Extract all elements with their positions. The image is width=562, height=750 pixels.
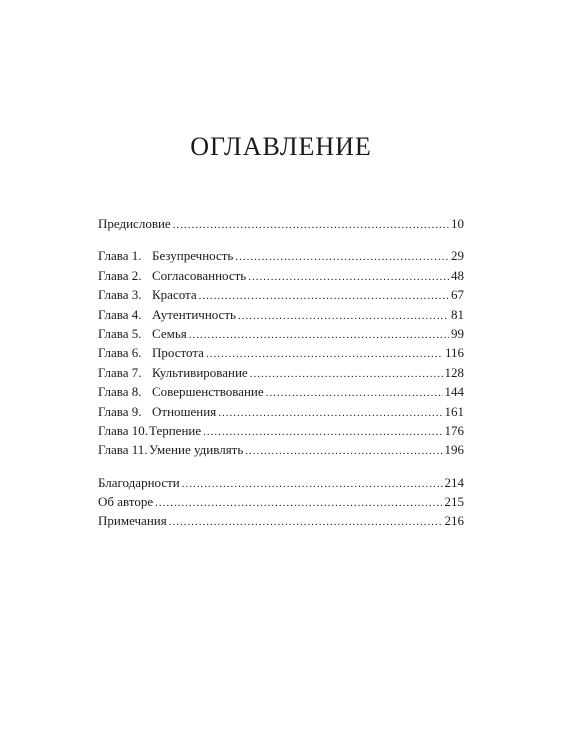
dot-leader bbox=[250, 365, 443, 384]
toc-entry-chapter-1 bbox=[98, 246, 464, 265]
toc-entry-chapter-7 bbox=[98, 363, 464, 382]
toc-entry-page: 215 bbox=[444, 494, 464, 510]
toc-entry-preface bbox=[98, 214, 464, 233]
toc-entry-chapter-10 bbox=[98, 421, 464, 440]
dot-leader bbox=[173, 216, 449, 235]
toc-entry-page: 10 bbox=[451, 216, 464, 231]
toc-entry-chapter-9 bbox=[98, 402, 464, 421]
toc-entry-label: Предисловие bbox=[98, 216, 171, 231]
toc-entry-label: Простота bbox=[152, 345, 204, 361]
toc-entry-label: Аутентичность bbox=[152, 306, 236, 322]
toc-entry-chapter-11 bbox=[98, 440, 464, 459]
dot-leader bbox=[235, 248, 449, 267]
dot-leader bbox=[189, 326, 449, 345]
toc-entry-page: 48 bbox=[451, 267, 464, 283]
toc-entry-page: 196 bbox=[444, 442, 464, 458]
toc-entry-page: 99 bbox=[451, 325, 464, 341]
toc-entry-label: Красота bbox=[152, 287, 197, 303]
toc-entry-notes bbox=[98, 511, 464, 530]
toc-entry-chapter-3 bbox=[98, 285, 464, 304]
toc-entry-label: Культивирование bbox=[152, 364, 248, 380]
toc-entry-label: Согласованность bbox=[152, 267, 247, 283]
toc-entry-page: 67 bbox=[451, 287, 464, 303]
toc-entry-about-author bbox=[98, 492, 464, 511]
toc-entry-chapter-4 bbox=[98, 305, 464, 324]
toc-entry-label: Об авторе bbox=[98, 494, 154, 510]
chapter-prefix: Глава 9. bbox=[98, 403, 142, 419]
chapter-prefix: Глава 1. bbox=[98, 248, 142, 264]
toc-entry-page: 29 bbox=[451, 248, 464, 264]
chapter-prefix: Глава 11. bbox=[98, 442, 148, 458]
dot-leader bbox=[169, 513, 443, 532]
dot-leader bbox=[218, 404, 442, 423]
chapter-prefix: Глава 6. bbox=[98, 345, 142, 361]
dot-leader bbox=[155, 494, 442, 513]
toc-entry-label: Терпение bbox=[149, 422, 202, 438]
toc-entry-page: 81 bbox=[451, 306, 464, 322]
chapter-prefix: Глава 4. bbox=[98, 306, 142, 322]
toc-entry-acknowledgements bbox=[98, 473, 464, 492]
toc-entry-page: 161 bbox=[444, 403, 464, 419]
toc-entry-page: 176 bbox=[444, 422, 464, 438]
dot-leader bbox=[199, 287, 449, 306]
toc-entry-label: Отношения bbox=[152, 403, 217, 419]
chapter-prefix: Глава 8. bbox=[98, 384, 142, 400]
toc-entry-label: Умение удивлять bbox=[149, 442, 244, 458]
toc-entry-page: 144 bbox=[444, 384, 464, 400]
toc-entry-chapter-2 bbox=[98, 266, 464, 285]
dot-leader bbox=[248, 268, 449, 287]
toc-entry-label: Безупречность bbox=[152, 248, 234, 264]
table-of-contents bbox=[98, 214, 464, 531]
toc-entry-chapter-6 bbox=[98, 343, 464, 362]
toc-entry-label: Семья bbox=[152, 325, 187, 341]
toc-entry-page: 214 bbox=[444, 474, 464, 490]
page-title: ОГЛАВЛЕНИЕ bbox=[190, 132, 372, 161]
toc-entry-label: Примечания bbox=[98, 513, 167, 529]
dot-leader bbox=[245, 442, 442, 461]
chapter-prefix: Глава 2. bbox=[98, 267, 142, 283]
toc-entry-page: 216 bbox=[444, 513, 464, 529]
toc-entry-page: 116 bbox=[444, 345, 464, 361]
chapter-prefix: Глава 7. bbox=[98, 364, 142, 380]
toc-entry-page: 128 bbox=[444, 364, 464, 380]
toc-entry-label: Совершенствование bbox=[152, 384, 264, 400]
dot-leader bbox=[182, 475, 443, 494]
toc-entry-label: Благодарности bbox=[98, 474, 180, 490]
chapter-prefix: Глава 3. bbox=[98, 287, 142, 303]
toc-entry-chapter-8 bbox=[98, 382, 464, 401]
dot-leader bbox=[266, 384, 443, 403]
chapter-prefix: Глава 10. bbox=[98, 422, 149, 438]
chapter-prefix: Глава 5. bbox=[98, 325, 142, 341]
dot-leader bbox=[238, 307, 449, 326]
toc-entry-chapter-5 bbox=[98, 324, 464, 343]
